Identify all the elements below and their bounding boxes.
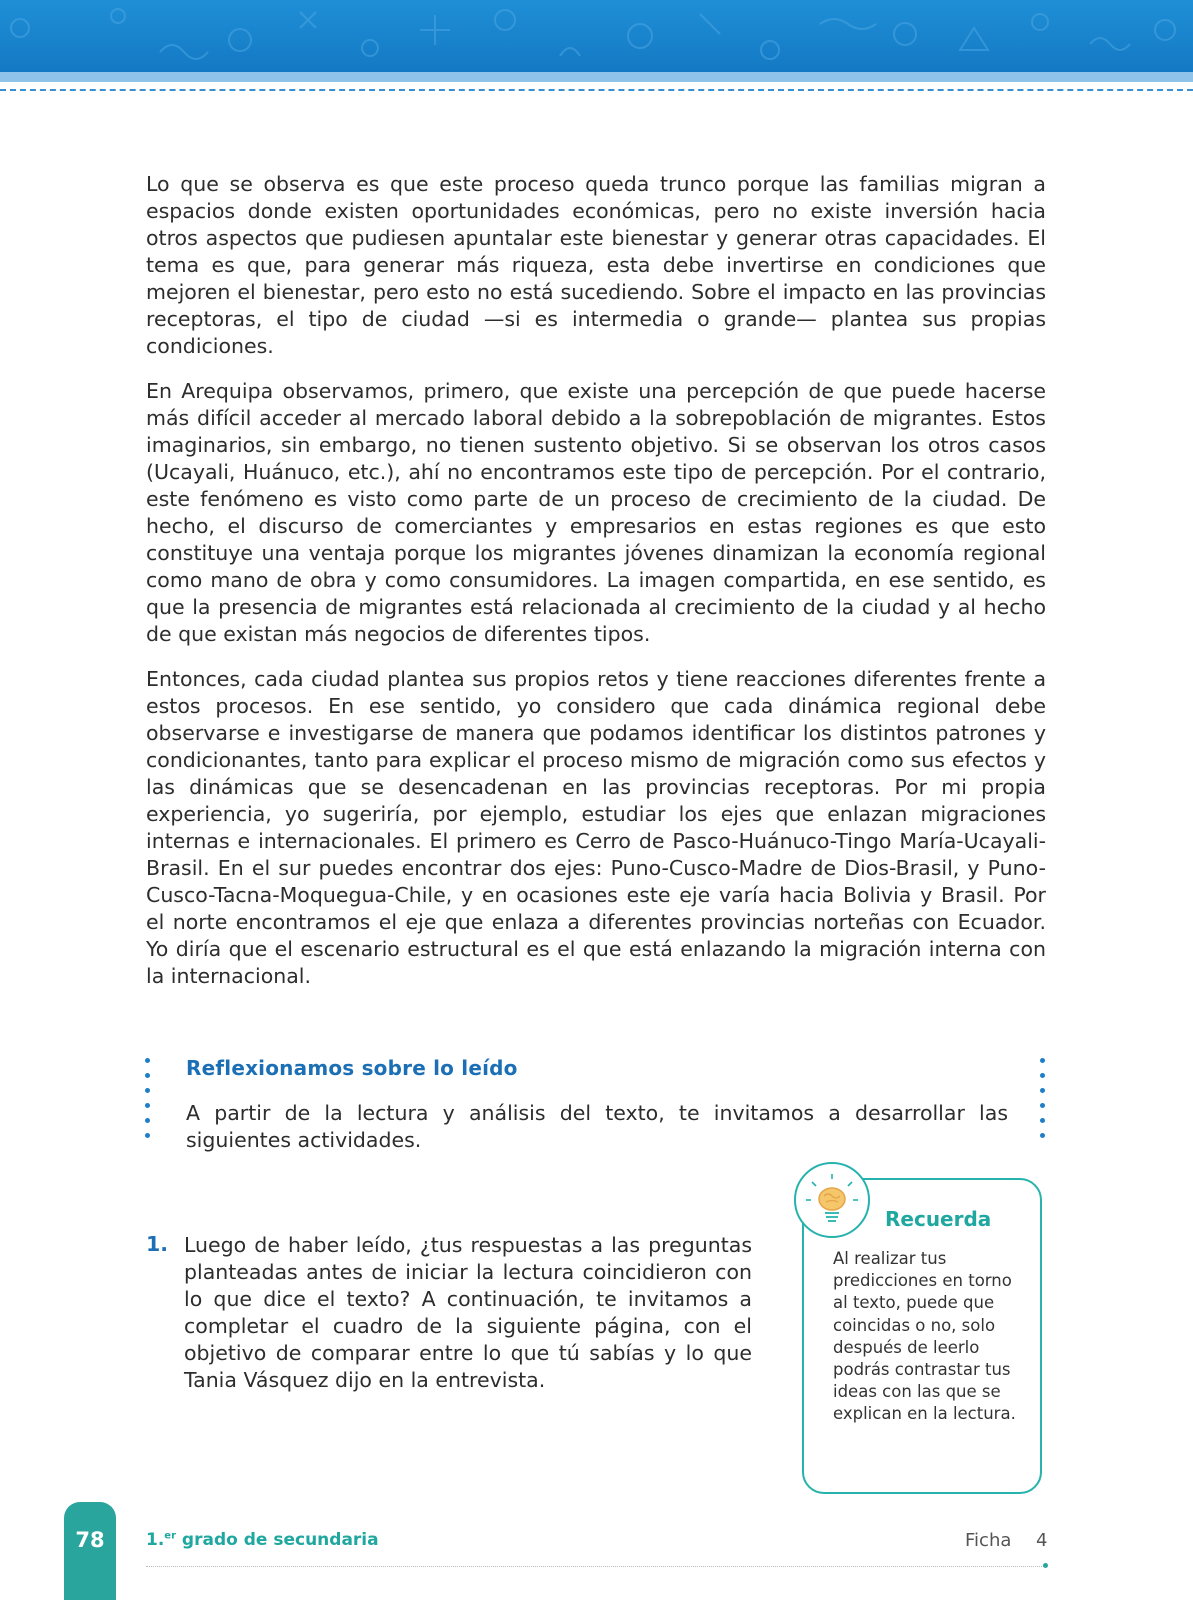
grade-prefix: 1.	[146, 1530, 165, 1550]
footer-dot	[1043, 1563, 1048, 1568]
grade-rest: grado de secundaria	[176, 1530, 379, 1550]
body-paragraph-2: En Arequipa observamos, primero, que existe una percepción de que puede hacerse más difícil acceder al mercado laboral debido a la sobrepoblación de migrantes. Estos imaginarios, sin embargo, no tienen sustento objetivo. Si se observan los otros casos (Ucayali, Huánuco, etc.), ahí no encontramos este tipo de percepción. Por el contrario, este fenómeno es visto como parte de un proceso de crecimiento de la ciudad. De hecho, el discurso de comerciantes y empresarios en estas regiones es que esto constituye una ventaja porque los migrantes jóvenes dinamizan la economía regional como mano de obra y como consumidores. La imagen compartida, en ese sentido, es que la presencia de migrantes está relacionada al crecimiento de la ciudad y al hecho de que existan más negocios de diferentes tipos.	[146, 379, 1046, 646]
recuerda-text: Al realizar tus predicciones en torno al texto, puede que coincidas o no, solo después de leerlo podrás contrastar tus ideas con las que se explican en la lectura.	[833, 1249, 1016, 1424]
reflexion-dots-right	[1040, 1058, 1046, 1148]
header-band	[0, 0, 1193, 72]
activity-number: 1.	[146, 1232, 169, 1256]
page-number: 78	[75, 1528, 105, 1552]
recuerda-title: Recuerda	[885, 1207, 992, 1231]
reflexion-heading: Reflexionamos sobre lo leído	[186, 1056, 518, 1080]
reflexion-intro-text: A partir de la lectura y análisis del texto, te invitamos a desarrollar las siguientes actividades.	[186, 1101, 1008, 1152]
body-paragraph-3: Entonces, cada ciudad plantea sus propios retos y tiene reacciones diferentes frente a estos procesos. En ese sentido, yo considero que cada dinámica regional debe observarse e investigarse de manera que podamos identificar los distintos patrones y condicionantes, tanto para explicar el proceso mismo de migración como sus efectos y las dinámicas que se desencadenan en las provincias receptoras. Por mi propia experiencia, yo sugeriría, por ejemplo, estudiar los ejes que enlazan migraciones internas e internacionales. El primero es Cerro de Pasco-Huánuco-Tingo María-Ucayali-Brasil. En el sur puedes encontrar dos ejes: Puno-Cusco-Madre de Dios-Brasil, y Puno-Cusco-Tacna-Moquegua-Chile, y en ocasiones este eje varía hacia Bolivia y Brasil. Por el norte encontramos el eje que enlaza a diferentes provincias norteñas con Ecuador. Yo diría que el escenario estructural es el que está enlazando la migración interna con la internacional.	[146, 667, 1046, 988]
header-doodle-pattern	[0, 0, 1193, 72]
footer-ficha-label: Ficha	[965, 1530, 1012, 1551]
brain-lightbulb-icon	[794, 1162, 870, 1238]
footer-grade-label	[146, 1530, 379, 1550]
footer-ficha-number: 4	[1036, 1530, 1048, 1551]
header-stripe	[0, 72, 1193, 82]
body-paragraph-1: Lo que se observa es que este proceso queda trunco porque las familias migran a espacios donde existen oportunidades económicas, pero no existe inversión hacia otros aspectos que pudiesen apuntalar este bienestar y generar otras capacidades. El tema es que, para generar más riqueza, esta debe invertirse en condiciones que mejoren el bienestar, pero esto no está sucediendo. Sobre el impacto en las provincias receptoras, el tipo de ciudad —si es intermedia o grande— plantea sus propias condiciones.	[146, 172, 1046, 358]
header-dashed-divider	[0, 89, 1193, 91]
grade-superscript: er	[164, 1530, 177, 1542]
reflexion-dots-left	[145, 1058, 151, 1148]
activity-text: Luego de haber leído, ¿tus respuestas a las preguntas planteadas antes de iniciar la lectura coincidieron con lo que dice el texto? A continuación, te invitamos a completar el cuadro de la siguiente página, con el objetivo de comparar entre lo que tú sabías y lo que Tania Vásquez dijo en la entrevista.	[184, 1233, 752, 1392]
footer-dotted-line	[146, 1566, 1044, 1567]
